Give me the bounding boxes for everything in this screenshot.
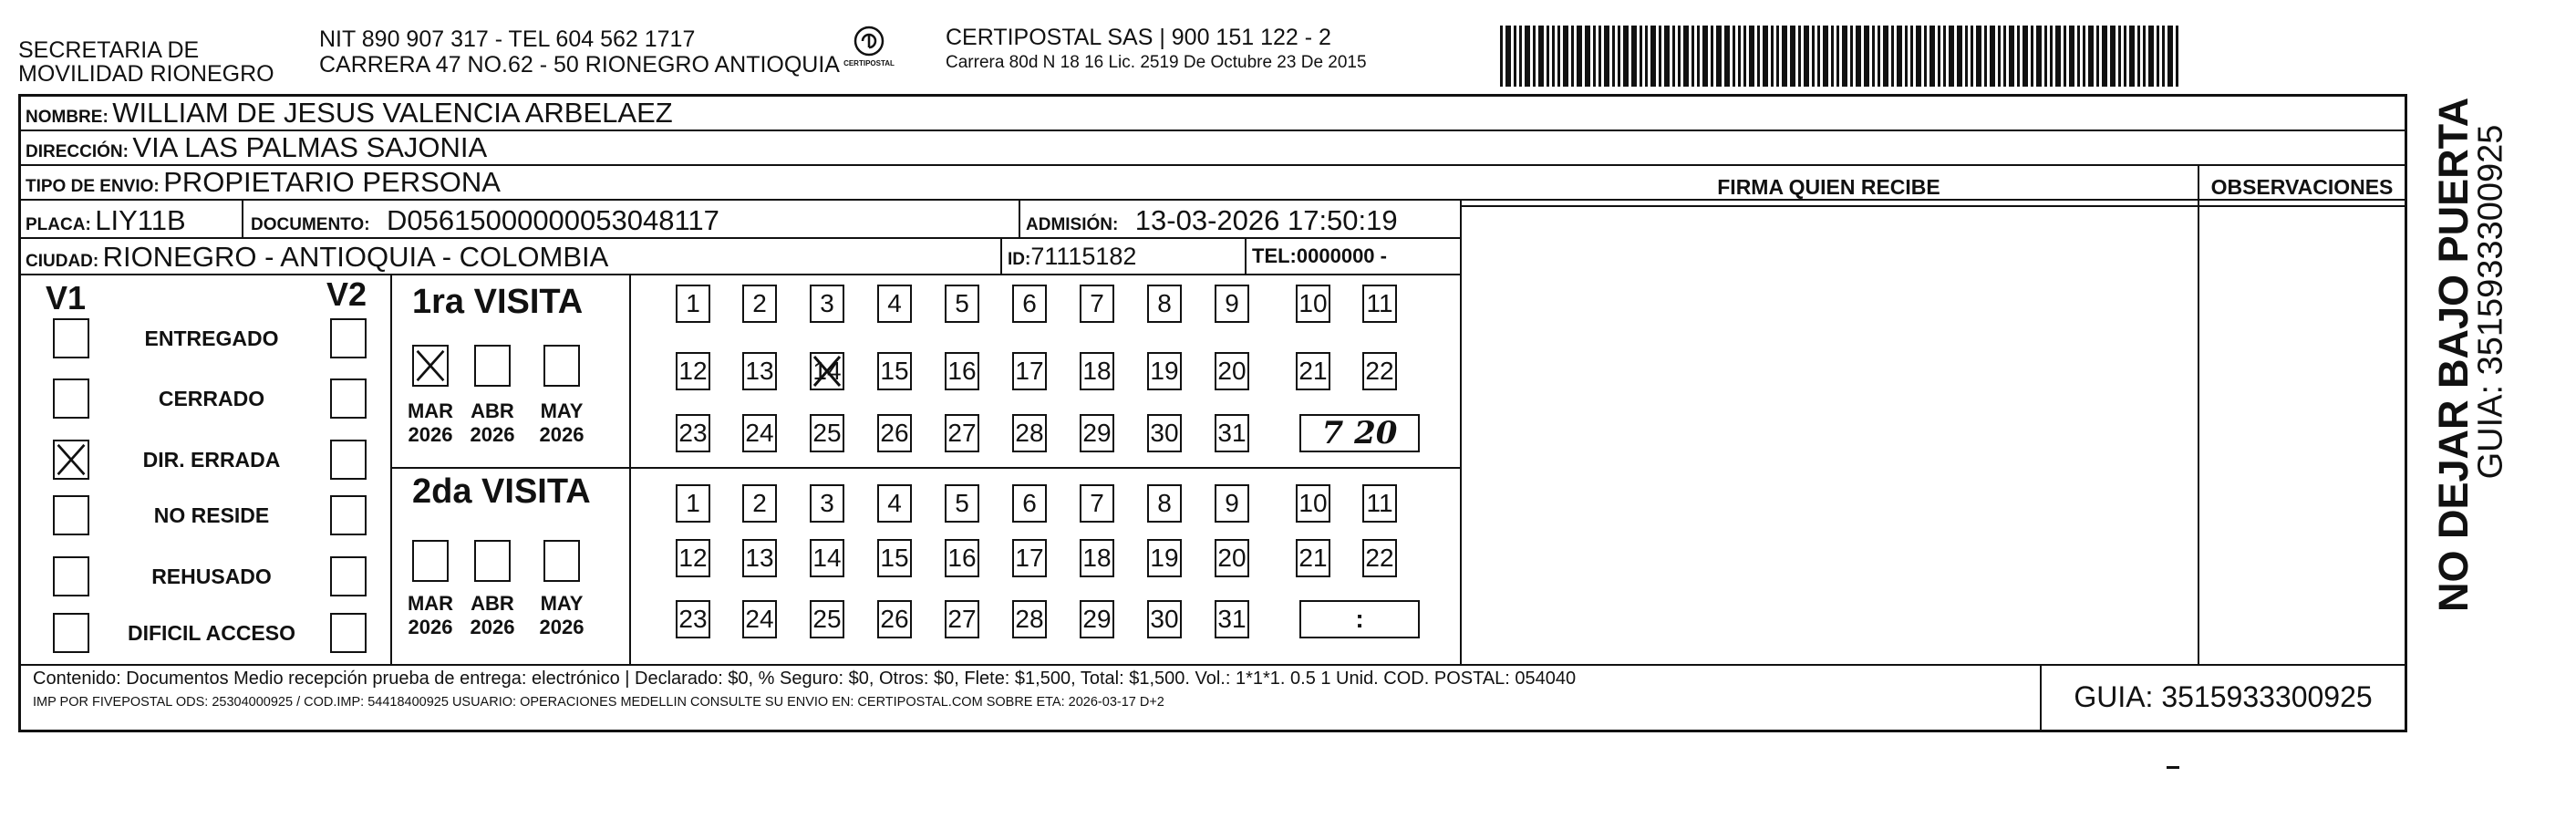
second-visit-day-box[interactable]: 25 xyxy=(810,600,844,638)
placa-field: PLACA: LIY11B xyxy=(26,204,186,236)
v1-checkbox-rehusado[interactable] xyxy=(53,556,89,596)
v2-checkbox-no-reside[interactable] xyxy=(330,495,367,535)
v2-checkbox-rehusado[interactable] xyxy=(330,556,367,596)
firma-header-sep xyxy=(1460,205,2405,207)
first-visit-day-box[interactable]: 2 xyxy=(742,285,777,323)
second-visit-day-box[interactable]: 29 xyxy=(1080,600,1114,638)
first-visit-month-label: ABR 2026 xyxy=(470,399,515,446)
left-border xyxy=(18,94,21,732)
second-visit-month-may-checkbox[interactable] xyxy=(543,540,580,582)
tel-field: TEL:0000000 - xyxy=(1252,244,1387,267)
first-visit-day-box[interactable]: 14 xyxy=(810,352,844,390)
v1-checkbox-cerrado[interactable] xyxy=(53,378,89,419)
row-sep xyxy=(18,274,1461,275)
cell-divider xyxy=(242,201,243,237)
second-visit-day-box[interactable]: 27 xyxy=(945,600,979,638)
first-visit-month-label: MAR 2026 xyxy=(407,399,454,446)
second-visit-day-box[interactable]: 23 xyxy=(676,600,710,638)
second-visit-day-box[interactable]: 1 xyxy=(676,484,710,523)
second-visit-day-box[interactable]: 17 xyxy=(1012,539,1047,577)
first-visit-day-box[interactable]: 7 xyxy=(1080,285,1114,323)
second-visit-day-box[interactable]: 13 xyxy=(742,539,777,577)
second-visit-day-box[interactable]: 5 xyxy=(945,484,979,523)
guia-box: GUIA: 3515933300925 xyxy=(2040,664,2405,730)
second-visit-day-box[interactable]: 20 xyxy=(1215,539,1249,577)
status-label-dificil-acceso: DIFICIL ACCESO xyxy=(127,621,295,645)
second-visit-day-box[interactable]: 18 xyxy=(1080,539,1114,577)
nombre-row: NOMBRE: WILLIAM DE JESUS VALENCIA ARBELAEZ xyxy=(26,97,673,129)
second-visit-day-box[interactable]: 4 xyxy=(877,484,912,523)
second-visit-day-box[interactable]: 21 xyxy=(1296,539,1330,577)
second-visit-day-box[interactable]: 3 xyxy=(810,484,844,523)
status-label-entregado: ENTREGADO xyxy=(144,327,279,350)
right-border xyxy=(2405,94,2407,732)
v2-label: V2 xyxy=(326,275,367,313)
first-visit-day-box[interactable]: 20 xyxy=(1215,352,1249,390)
second-visit-day-box[interactable]: 30 xyxy=(1147,600,1182,638)
first-visit-month-abr-checkbox[interactable] xyxy=(474,345,511,387)
second-visit-day-box[interactable]: 28 xyxy=(1012,600,1047,638)
second-visit-day-box[interactable]: 10 xyxy=(1296,484,1330,523)
status-label-rehusado: REHUSADO xyxy=(151,565,272,588)
footer-contents: Contenido: Documentos Medio recepción prueba de entrega: electrónico | Declarado: $0, % Seguro: $0, Otros: $0, Flete: $1,500, Total: $1,500. Vol.: 1*1*1. 0.5 1 Unid. COD. POSTAL: 054040 xyxy=(33,669,1577,689)
first-visit-title: 1ra VISITA xyxy=(412,283,584,321)
cell-divider xyxy=(1019,201,1020,237)
v1-label: V1 xyxy=(46,279,87,316)
side-guia: GUIA: 3515933300925 xyxy=(2471,124,2510,480)
bottom-border xyxy=(18,730,2407,732)
visit-divider xyxy=(629,274,631,664)
second-visit-day-box[interactable]: 31 xyxy=(1215,600,1249,638)
second-visit-day-box[interactable]: 11 xyxy=(1362,484,1397,523)
second-visit-title: 2da VISITA xyxy=(412,472,591,511)
first-visit-day-box[interactable]: 17 xyxy=(1012,352,1047,390)
v2-checkbox-entregado[interactable] xyxy=(330,318,367,358)
first-visit-month-mar-checkbox[interactable] xyxy=(412,345,449,387)
second-visit-month-label: MAY 2026 xyxy=(539,592,585,638)
first-visit-month-may-checkbox[interactable] xyxy=(543,345,580,387)
v2-checkbox-dificil-acceso[interactable] xyxy=(330,613,367,653)
first-visit-day-box[interactable]: 1 xyxy=(676,285,710,323)
first-visit-day-box[interactable]: 9 xyxy=(1215,285,1249,323)
firma-col-divider xyxy=(1460,199,1462,664)
first-visit-day-box[interactable]: 25 xyxy=(810,414,844,452)
second-visit-day-box[interactable]: 15 xyxy=(877,539,912,577)
first-visit-day-box[interactable]: 19 xyxy=(1147,352,1182,390)
v1-checkbox-dir-errada[interactable] xyxy=(53,440,89,480)
first-visit-day-box[interactable]: 28 xyxy=(1012,414,1047,452)
logo-icon xyxy=(851,26,887,57)
obs-col-divider xyxy=(2198,164,2199,664)
carrier-info: CERTIPOSTAL SAS | 900 151 122 - 2 Carrera 80d N 18 16 Lic. 2519 De Octubre 23 De 2015 xyxy=(946,25,1367,72)
no-dejar-bajo-puerta: NO DEJAR BAJO PUERTA xyxy=(2430,97,2477,612)
first-visit-day-box[interactable]: 26 xyxy=(877,414,912,452)
first-visit-day-box[interactable]: 16 xyxy=(945,352,979,390)
second-visit-day-box[interactable]: 12 xyxy=(676,539,710,577)
barcode xyxy=(1500,26,2181,87)
cell-divider xyxy=(1245,239,1247,274)
first-visit-day-box[interactable]: 21 xyxy=(1296,352,1330,390)
first-visit-day-box[interactable]: 18 xyxy=(1080,352,1114,390)
first-visit-day-box[interactable]: 24 xyxy=(742,414,777,452)
status-label-no-reside: NO RESIDE xyxy=(153,503,270,527)
tipo-envio-row: TIPO DE ENVIO: PROPIETARIO PERSONA xyxy=(26,166,501,198)
first-visit-day-box[interactable]: 13 xyxy=(742,352,777,390)
first-visit-day-box[interactable]: 27 xyxy=(945,414,979,452)
second-visit-day-box[interactable]: 16 xyxy=(945,539,979,577)
v2-checkbox-dir-errada[interactable] xyxy=(330,440,367,480)
status-label-dir-errada: DIR. ERRADA xyxy=(142,448,281,472)
first-visit-day-box[interactable]: 23 xyxy=(676,414,710,452)
v1-checkbox-no-reside[interactable] xyxy=(53,495,89,535)
certipostal-logo: CERTIPOSTAL xyxy=(837,26,901,67)
second-visit-day-box[interactable]: 19 xyxy=(1147,539,1182,577)
second-visit-day-box[interactable]: 22 xyxy=(1362,539,1397,577)
first-visit-day-box[interactable]: 3 xyxy=(810,285,844,323)
first-visit-day-box[interactable]: 30 xyxy=(1147,414,1182,452)
observaciones-header: OBSERVACIONES xyxy=(2210,175,2394,199)
first-visit-time-box[interactable]: 7 20 xyxy=(1299,414,1420,452)
footer-print-info: IMP POR FIVEPOSTAL ODS: 25304000925 / COD.IMP: 54418400925 USUARIO: OPERACIONES MEDELLIN CONSULTE SU ENVIO EN: CERTIPOSTAL.COM SOBRE ETA: 2026-03-17 D+2 xyxy=(33,695,1164,710)
second-visit-day-box[interactable]: 8 xyxy=(1147,484,1182,523)
second-visit-month-abr-checkbox[interactable] xyxy=(474,540,511,582)
id-field: ID:71115182 xyxy=(1008,243,1137,270)
second-visit-time-box[interactable]: : xyxy=(1299,600,1420,638)
second-visit-month-label: ABR 2026 xyxy=(470,592,515,638)
firma-header: FIRMA QUIEN RECIBE xyxy=(1717,175,1940,199)
first-visit-day-box[interactable]: 5 xyxy=(945,285,979,323)
second-visit-month-label: MAR 2026 xyxy=(407,592,454,638)
org-name: SECRETARIA DE MOVILIDAD RIONEGRO xyxy=(18,37,274,87)
first-visit-day-box[interactable]: 10 xyxy=(1296,285,1330,323)
first-visit-day-box[interactable]: 4 xyxy=(877,285,912,323)
second-visit-day-box[interactable]: 14 xyxy=(810,539,844,577)
second-visit-day-box[interactable]: 7 xyxy=(1080,484,1114,523)
first-visit-day-box[interactable]: 15 xyxy=(877,352,912,390)
first-visit-day-box[interactable]: 29 xyxy=(1080,414,1114,452)
second-visit-day-box[interactable]: 26 xyxy=(877,600,912,638)
visit-sep xyxy=(390,467,1461,469)
org-nit-address: NIT 890 907 317 - TEL 604 562 1717 CARRERA 47 NO.62 - 50 RIONEGRO ANTIOQUIA xyxy=(319,26,840,78)
second-visit-day-box[interactable]: 6 xyxy=(1012,484,1047,523)
admision-field: ADMISIÓN: 13-03-2026 17:50:19 xyxy=(1026,204,1398,236)
first-visit-day-box[interactable]: 31 xyxy=(1215,414,1249,452)
first-visit-day-box[interactable]: 22 xyxy=(1362,352,1397,390)
documento-field: DOCUMENTO: D05615000000053048117 xyxy=(251,204,719,236)
v1-checkbox-dificil-acceso[interactable] xyxy=(53,613,89,653)
direccion-row: DIRECCIÓN: VIA LAS PALMAS SAJONIA xyxy=(26,131,488,163)
second-visit-day-box[interactable]: 9 xyxy=(1215,484,1249,523)
stray-mark xyxy=(2167,766,2179,769)
v2-checkbox-cerrado[interactable] xyxy=(330,378,367,419)
v1-checkbox-entregado[interactable] xyxy=(53,318,89,358)
first-visit-day-box[interactable]: 8 xyxy=(1147,285,1182,323)
first-visit-day-box[interactable]: 12 xyxy=(676,352,710,390)
first-visit-month-label: MAY 2026 xyxy=(539,399,585,446)
second-visit-day-box[interactable]: 24 xyxy=(742,600,777,638)
first-visit-day-box[interactable]: 11 xyxy=(1362,285,1397,323)
ciudad-field: CIUDAD: RIONEGRO - ANTIOQUIA - COLOMBIA xyxy=(26,241,609,273)
cell-divider xyxy=(1000,239,1002,274)
status-divider xyxy=(390,274,392,664)
second-visit-day-box[interactable]: 2 xyxy=(742,484,777,523)
status-label-cerrado: CERRADO xyxy=(158,387,265,410)
second-visit-month-mar-checkbox[interactable] xyxy=(412,540,449,582)
first-visit-day-box[interactable]: 6 xyxy=(1012,285,1047,323)
